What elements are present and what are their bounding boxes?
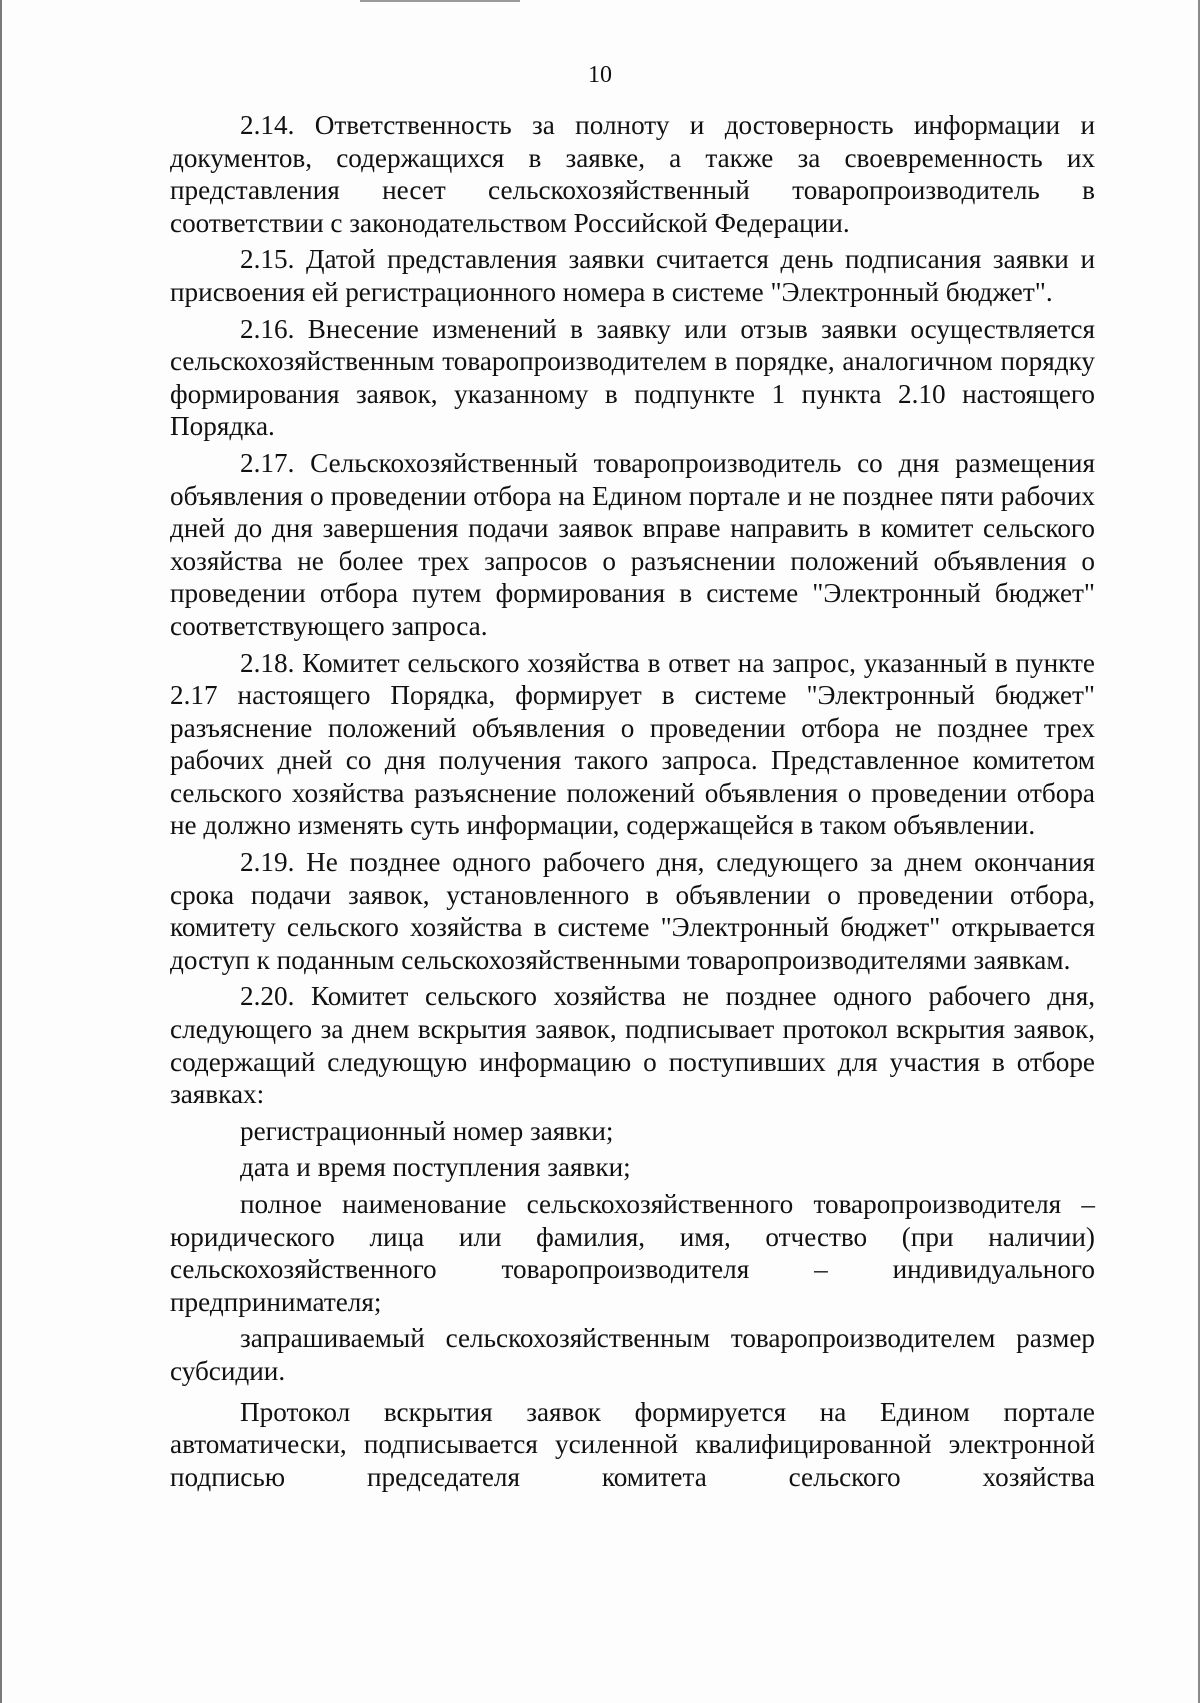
paragraph-2-19: 2.19. Не позднее одного рабочего дня, следующего за днем окончания срока подачи заявок, установленного в объявлении о проведении отбора, комитету сельского хозяйства в системе "Электронный бюджет" открывается доступ к поданным сельскохозяйственными товаропроизводителями заявкам. — [170, 847, 1095, 975]
paragraph-2-14: 2.14. Ответственность за полноту и достоверность информации и документов, содержащихся в заявке, а также за своевременность их представления несет сельскохозяйственный товаропроизводитель в соответствии с законодательством Российской Федерации. — [170, 110, 1095, 238]
page-number: 10 — [588, 62, 612, 88]
scan-top-mark — [360, 0, 520, 2]
paragraph-2-16: 2.16. Внесение изменений в заявку или отзыв заявки осуществляется сельскохозяйственным товаропроизводителем в порядке, аналогичном порядку формирования заявок, указанному в подпункте 1 пункта 2.10 настоящего Порядка. — [170, 313, 1095, 442]
paragraph-2-17: 2.17. Сельскохозяйственный товаропроизводитель со дня размещения объявления о проведении отбора на Едином портале и не позднее пяти рабочих дней до дня завершения подачи заявок вправе направить в комитет сельского хозяйства не более трех запросов о разъяснении положений объявления о проведении отбора путем формирования в системе "Электронный бюджет" соответствующего запроса. — [170, 447, 1095, 641]
list-item-subsidy-amount: запрашиваемый сельскохозяйственным товаропроизводителем размер субсидии. — [170, 1323, 1095, 1386]
document-body — [170, 109, 1095, 1493]
list-item-full-name: полное наименование сельскохозяйственного товаропроизводителя – юридического лица или фамилия, имя, отчество (при наличии) сельскохозяйственного товаропроизводителя – индивидуального предпринимателя; — [170, 1189, 1095, 1317]
paragraph-2-20: 2.20. Комитет сельского хозяйства не позднее одного рабочего дня, следующего за днем вскрытия заявок, подписывает протокол вскрытия заявок, содержащий следующую информацию о поступивших для участия в отборе заявках: — [170, 981, 1095, 1110]
paragraph-protocol: Протокол вскрытия заявок формируется на Едином портале автоматически, подписывается усиленной квалифицированной электронной подписью председателя комитета сельского хозяйства — [170, 1396, 1095, 1492]
paragraph-2-18: 2.18. Комитет сельского хозяйства в ответ на запрос, указанный в пункте 2.17 настоящего Порядка, формирует в системе "Электронный бюджет" разъяснение положений объявления о проведении отбора не позднее трех рабочих дней со дня получения такого запроса. Представленное комитетом сельского хозяйства разъяснение положений объявления о проведении отбора не должно изменять суть информации, содержащейся в таком объявлении. — [170, 647, 1095, 841]
list-item-date-time: дата и время поступления заявки; — [240, 1152, 631, 1183]
list-item-registration-number: регистрационный номер заявки; — [240, 1115, 614, 1146]
scan-edge-left — [0, 0, 2, 1703]
paragraph-2-15: 2.15. Датой представления заявки считается день подписания заявки и присвоения ей регистрационного номера в системе "Электронный бюджет". — [170, 244, 1095, 307]
